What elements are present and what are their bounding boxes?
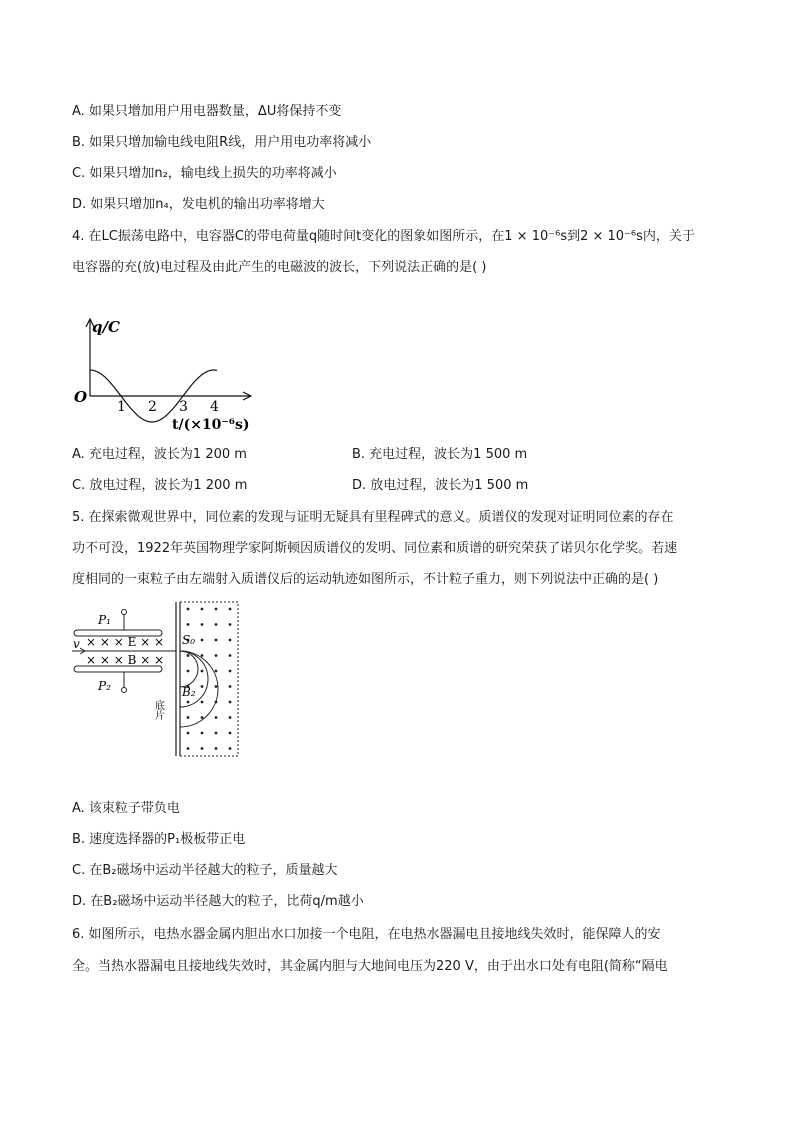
field-dot xyxy=(187,608,190,611)
field-dot xyxy=(187,623,190,626)
field-dot xyxy=(229,608,232,611)
q4-stem-line1: 4. 在LC振荡电路中，电容器C的带电荷量q随时间t变化的图象如图所示，在1 × 10⁻⁶s到2 × 10⁻⁶s内，关于 xyxy=(72,229,695,244)
label-v: v xyxy=(73,637,80,651)
label-b2: B₂ xyxy=(182,685,196,699)
field-dot xyxy=(201,716,204,719)
field-dot xyxy=(229,747,232,750)
q6-stem-line2: 全。当热水器漏电且接地线失效时，其金属内胆与大地间电压为220 V，由于出水口处有电阻(简称“隔电 xyxy=(72,959,668,974)
q5-stem-line1: 5. 在探索微观世界中，同位素的发现与证明无疑具有里程碑式的意义。质谱仪的发现对证明同位素的存在 xyxy=(72,510,674,525)
q4-option-a: A. 充电过程，波长为1 200 m xyxy=(72,447,247,462)
field-dot xyxy=(187,747,190,750)
tick-label-3: 3 xyxy=(179,399,188,415)
label-p2: P₂ xyxy=(98,679,111,693)
label-film: 底片 xyxy=(152,700,164,720)
tick-label-2: 2 xyxy=(148,399,157,415)
field-dot xyxy=(215,623,218,626)
field-dot xyxy=(187,670,190,673)
q4-option-b: B. 充电过程，波长为1 500 m xyxy=(352,447,528,462)
q4-option-d: D. 放电过程，波长为1 500 m xyxy=(352,478,529,493)
tick-label-4: 4 xyxy=(210,399,219,415)
origin-label: O xyxy=(74,388,88,406)
b2-field-dots xyxy=(187,608,232,750)
field-dot xyxy=(201,623,204,626)
field-dot xyxy=(229,639,232,642)
field-dot xyxy=(201,608,204,611)
field-dot xyxy=(215,670,218,673)
q5-mass-spectrometer-figure xyxy=(72,600,242,758)
q3-option-b: B. 如果只增加输电线电阻R线，用户用电功率将减小 xyxy=(72,135,372,150)
field-row-2: × × × B × × xyxy=(86,653,165,667)
field-dot xyxy=(215,639,218,642)
q4-stem-line2: 电容器的充(放)电过程及由此产生的电磁波的波长，下列说法正确的是( ) xyxy=(72,260,487,275)
field-dot xyxy=(229,716,232,719)
q3-option-a: A. 如果只增加用户用电器数量，ΔU将保持不变 xyxy=(72,104,342,119)
q5-option-b: B. 速度选择器的P₁极板带正电 xyxy=(72,832,246,847)
field-dot xyxy=(201,639,204,642)
field-dot xyxy=(215,685,218,688)
q3-option-d: D. 如果只增加n₄，发电机的输出功率将增大 xyxy=(72,197,325,212)
q6-stem-line1: 6. 如图所示，电热水器金属内胆出水口加接一个电阻，在电热水器漏电且接地线失效时，能保障人的安 xyxy=(72,927,661,942)
q5-option-d: D. 在B₂磁场中运动半径越大的粒子，比荷q/m越小 xyxy=(72,894,364,909)
q5-option-c: C. 在B₂磁场中运动半径越大的粒子，质量越大 xyxy=(72,863,338,878)
field-dot xyxy=(215,716,218,719)
p2-terminal xyxy=(122,688,127,693)
field-dot xyxy=(229,623,232,626)
q3-option-c: C. 如果只增加n₂，输电线上损失的功率将减小 xyxy=(72,166,337,181)
field-dot xyxy=(187,732,190,735)
field-dot xyxy=(201,685,204,688)
field-dot xyxy=(201,701,204,704)
field-row-1: × × × E × × xyxy=(86,635,165,649)
q5-option-a: A. 该束粒子带负电 xyxy=(72,801,180,816)
q4-option-c: C. 放电过程，波长为1 200 m xyxy=(72,478,248,493)
field-dot xyxy=(187,701,190,704)
field-dot xyxy=(229,670,232,673)
label-p1: P₁ xyxy=(98,613,111,627)
p1-terminal xyxy=(122,610,127,615)
label-s0: S₀ xyxy=(182,633,196,647)
q5-stem-line2: 功不可没，1922年英国物理学家阿斯顿因质谱仪的发明、同位素和质谱的研究荣获了诺贝尔化学奖。若速 xyxy=(72,541,678,556)
field-dot xyxy=(229,654,232,657)
tick-label-1: 1 xyxy=(117,399,126,415)
field-dot xyxy=(187,654,190,657)
field-dot xyxy=(187,716,190,719)
field-dot xyxy=(229,685,232,688)
field-dot xyxy=(201,747,204,750)
field-dot xyxy=(215,608,218,611)
y-axis-label: q/C xyxy=(92,318,120,336)
field-dot xyxy=(229,701,232,704)
field-dot xyxy=(215,654,218,657)
field-dot xyxy=(201,670,204,673)
field-dot xyxy=(215,732,218,735)
field-dot xyxy=(229,732,232,735)
x-axis-label: t/(×10⁻⁶s) xyxy=(172,417,250,433)
q4-charge-time-graph xyxy=(70,312,280,437)
field-dot xyxy=(201,732,204,735)
field-dot xyxy=(201,654,204,657)
q5-stem-line3: 度相同的一束粒子由左端射入质谱仪后的运动轨迹如图所示，不计粒子重力，则下列说法中正确的是( ) xyxy=(72,572,659,587)
field-dot xyxy=(215,747,218,750)
